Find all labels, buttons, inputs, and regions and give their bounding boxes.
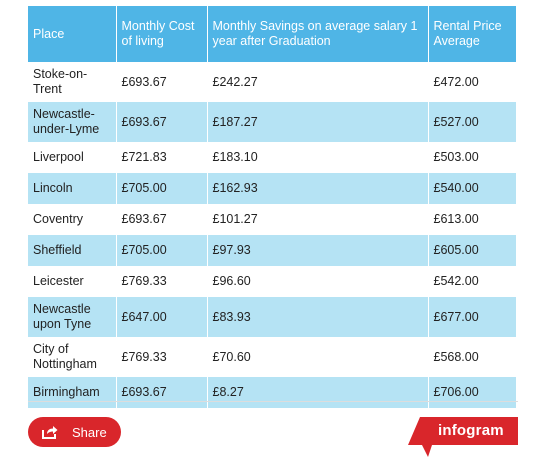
data-table-container xyxy=(28,6,516,408)
cell-place: Liverpool xyxy=(28,142,116,173)
share-label: Share xyxy=(72,424,107,440)
data-table xyxy=(28,6,516,408)
header-place: Place xyxy=(28,6,116,62)
cell-cost: £693.67 xyxy=(116,377,207,408)
cell-cost: £769.33 xyxy=(116,337,207,377)
header-monthly-savings: Monthly Savings on average salary 1 year after Graduation xyxy=(207,6,428,62)
cell-place: Leicester xyxy=(28,266,116,297)
cell-place: Newcastle upon Tyne xyxy=(28,297,116,337)
cell-rent: £527.00 xyxy=(428,102,516,142)
share-button[interactable] xyxy=(28,417,121,447)
table-row xyxy=(28,142,516,173)
cell-cost: £769.33 xyxy=(116,266,207,297)
cell-savings: £242.27 xyxy=(207,62,428,102)
cell-cost: £693.67 xyxy=(116,102,207,142)
cell-rent: £540.00 xyxy=(428,173,516,204)
cell-rent: £568.00 xyxy=(428,337,516,377)
cell-place: Stoke-on-Trent xyxy=(28,62,116,102)
cell-cost: £721.83 xyxy=(116,142,207,173)
header-rental-price: Rental Price Average xyxy=(428,6,516,62)
infogram-brand-text: infogram xyxy=(438,422,504,439)
cell-savings: £83.93 xyxy=(207,297,428,337)
cell-cost: £647.00 xyxy=(116,297,207,337)
cell-savings: £8.27 xyxy=(207,377,428,408)
cell-cost: £705.00 xyxy=(116,173,207,204)
table-row xyxy=(28,62,516,102)
cell-place: Newcastle-under-Lyme xyxy=(28,102,116,142)
table-header-row xyxy=(28,6,516,62)
cell-place: City of Nottingham xyxy=(28,337,116,377)
cell-rent: £677.00 xyxy=(428,297,516,337)
table-row xyxy=(28,377,516,408)
cell-cost: £693.67 xyxy=(116,62,207,102)
footer-divider xyxy=(28,401,518,402)
cell-rent: £613.00 xyxy=(428,204,516,235)
table-row xyxy=(28,102,516,142)
cell-savings: £162.93 xyxy=(207,173,428,204)
cell-savings: £101.27 xyxy=(207,204,428,235)
infogram-logo[interactable] xyxy=(408,417,518,459)
cell-savings: £96.60 xyxy=(207,266,428,297)
cell-savings: £97.93 xyxy=(207,235,428,266)
cell-place: Sheffield xyxy=(28,235,116,266)
cell-cost: £693.67 xyxy=(116,204,207,235)
cell-place: Lincoln xyxy=(28,173,116,204)
cell-rent: £503.00 xyxy=(428,142,516,173)
cell-rent: £605.00 xyxy=(428,235,516,266)
cell-savings: £187.27 xyxy=(207,102,428,142)
cell-cost: £705.00 xyxy=(116,235,207,266)
share-icon xyxy=(42,425,58,439)
header-monthly-cost: Monthly Cost of living xyxy=(116,6,207,62)
cell-place: Birmingham xyxy=(28,377,116,408)
cell-rent: £472.00 xyxy=(428,62,516,102)
cell-savings: £70.60 xyxy=(207,337,428,377)
table-row xyxy=(28,266,516,297)
table-row xyxy=(28,297,516,337)
table-row xyxy=(28,204,516,235)
cell-place: Coventry xyxy=(28,204,116,235)
table-row xyxy=(28,337,516,377)
table-row xyxy=(28,173,516,204)
cell-savings: £183.10 xyxy=(207,142,428,173)
cell-rent: £706.00 xyxy=(428,377,516,408)
cell-rent: £542.00 xyxy=(428,266,516,297)
table-row xyxy=(28,235,516,266)
